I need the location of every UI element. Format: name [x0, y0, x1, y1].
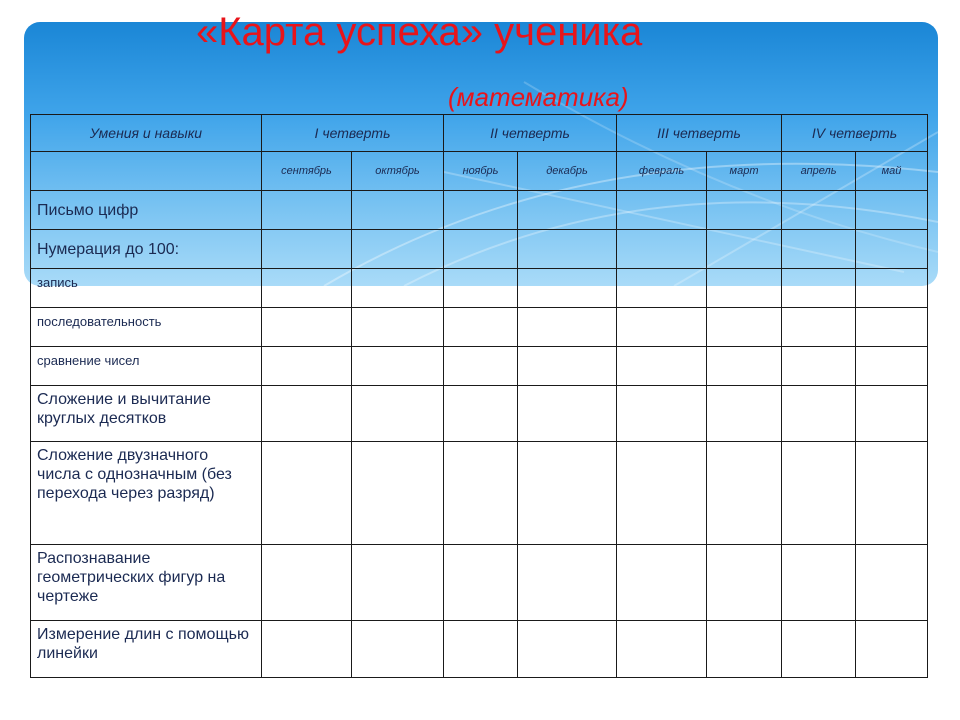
- grade-cell[interactable]: [856, 545, 928, 621]
- table-row: [31, 386, 928, 442]
- grade-cell[interactable]: [352, 347, 444, 386]
- grade-cell[interactable]: [856, 442, 928, 545]
- grade-cell[interactable]: [856, 191, 928, 230]
- grade-cell[interactable]: [856, 347, 928, 386]
- grade-cell[interactable]: [444, 269, 518, 308]
- grade-cell[interactable]: [782, 442, 856, 545]
- grade-cell[interactable]: [518, 621, 617, 678]
- table-row: [31, 230, 928, 269]
- grade-cell[interactable]: [444, 347, 518, 386]
- grade-cell[interactable]: [617, 230, 707, 269]
- grade-cell[interactable]: [352, 621, 444, 678]
- grade-cell[interactable]: [617, 347, 707, 386]
- month-header: февраль: [617, 152, 707, 191]
- month-header: апрель: [782, 152, 856, 191]
- grade-cell[interactable]: [518, 269, 617, 308]
- grade-cell[interactable]: [352, 230, 444, 269]
- grade-cell[interactable]: [782, 347, 856, 386]
- month-header: май: [856, 152, 928, 191]
- grade-cell[interactable]: [262, 621, 352, 678]
- grade-cell[interactable]: [617, 621, 707, 678]
- skill-label: последовательность: [31, 308, 262, 347]
- grade-cell[interactable]: [352, 269, 444, 308]
- grade-cell[interactable]: [782, 191, 856, 230]
- grade-cell[interactable]: [352, 442, 444, 545]
- grade-cell[interactable]: [782, 545, 856, 621]
- skill-label: Распознавание геометрических фигур на чертеже: [31, 545, 262, 621]
- grade-cell[interactable]: [262, 308, 352, 347]
- slide-subtitle: (математика): [448, 82, 629, 112]
- grade-cell[interactable]: [617, 269, 707, 308]
- grade-cell[interactable]: [352, 386, 444, 442]
- grade-cell[interactable]: [352, 545, 444, 621]
- grade-cell[interactable]: [262, 230, 352, 269]
- skill-label: Сложение и вычитание круглых десятков: [31, 386, 262, 442]
- skill-label: Измерение длин с помощью линейки: [31, 621, 262, 678]
- grade-cell[interactable]: [518, 442, 617, 545]
- table-row: [31, 191, 928, 230]
- grade-cell[interactable]: [707, 347, 782, 386]
- grade-cell[interactable]: [518, 386, 617, 442]
- grade-cell[interactable]: [262, 269, 352, 308]
- grade-cell[interactable]: [518, 230, 617, 269]
- grade-cell[interactable]: [444, 386, 518, 442]
- grade-cell[interactable]: [782, 621, 856, 678]
- quarter-header-row: [31, 115, 928, 152]
- grade-cell[interactable]: [707, 621, 782, 678]
- grade-cell[interactable]: [782, 386, 856, 442]
- grade-cell[interactable]: [352, 191, 444, 230]
- grade-cell[interactable]: [444, 442, 518, 545]
- grade-cell[interactable]: [782, 308, 856, 347]
- slide-title: «Карта успеха» ученика: [196, 10, 643, 54]
- grade-cell[interactable]: [444, 545, 518, 621]
- skill-label: Письмо цифр: [31, 191, 262, 230]
- table-row: [31, 269, 928, 308]
- empty-header-cell: [31, 152, 262, 191]
- skill-label: сравнение чисел: [31, 347, 262, 386]
- grade-cell[interactable]: [518, 191, 617, 230]
- grade-cell[interactable]: [352, 308, 444, 347]
- grade-cell[interactable]: [617, 386, 707, 442]
- grade-cell[interactable]: [617, 308, 707, 347]
- grade-cell[interactable]: [262, 545, 352, 621]
- grade-cell[interactable]: [856, 269, 928, 308]
- grade-cell[interactable]: [782, 269, 856, 308]
- quarter-4-header: IV четверть: [782, 115, 928, 152]
- grade-cell[interactable]: [707, 230, 782, 269]
- month-header: октябрь: [352, 152, 444, 191]
- month-header: сентябрь: [262, 152, 352, 191]
- grade-cell[interactable]: [707, 308, 782, 347]
- grade-cell[interactable]: [262, 191, 352, 230]
- skill-label: запись: [31, 269, 262, 308]
- month-header: март: [707, 152, 782, 191]
- grade-cell[interactable]: [707, 386, 782, 442]
- grade-cell[interactable]: [617, 545, 707, 621]
- month-header-row: [31, 152, 928, 191]
- grade-cell[interactable]: [444, 621, 518, 678]
- grade-cell[interactable]: [518, 347, 617, 386]
- grade-cell[interactable]: [856, 230, 928, 269]
- month-header: ноябрь: [444, 152, 518, 191]
- grade-cell[interactable]: [262, 386, 352, 442]
- grade-cell[interactable]: [856, 308, 928, 347]
- grade-cell[interactable]: [518, 545, 617, 621]
- skills-header: Умения и навыки: [31, 115, 262, 152]
- quarter-3-header: III четверть: [617, 115, 782, 152]
- table-row: [31, 545, 928, 621]
- table-row: [31, 621, 928, 678]
- skill-label: Сложение двузначного числа с однозначным (без перехода через разряд): [31, 442, 262, 545]
- grade-cell[interactable]: [444, 230, 518, 269]
- quarter-2-header: II четверть: [444, 115, 617, 152]
- grade-cell[interactable]: [707, 269, 782, 308]
- grade-cell[interactable]: [518, 308, 617, 347]
- month-header: декабрь: [518, 152, 617, 191]
- quarter-1-header: I четверть: [262, 115, 444, 152]
- grade-cell[interactable]: [856, 386, 928, 442]
- table-row: [31, 347, 928, 386]
- table-row: [31, 308, 928, 347]
- grade-cell[interactable]: [707, 191, 782, 230]
- skill-label: Нумерация до 100:: [31, 230, 262, 269]
- grade-cell[interactable]: [262, 442, 352, 545]
- grade-cell[interactable]: [782, 230, 856, 269]
- grade-cell[interactable]: [856, 621, 928, 678]
- grade-cell[interactable]: [617, 442, 707, 545]
- success-map-table: [30, 114, 928, 678]
- table-row: [31, 442, 928, 545]
- grade-cell[interactable]: [444, 191, 518, 230]
- grade-cell[interactable]: [707, 545, 782, 621]
- grade-cell[interactable]: [617, 191, 707, 230]
- grade-cell[interactable]: [444, 308, 518, 347]
- grade-cell[interactable]: [707, 442, 782, 545]
- grade-cell[interactable]: [262, 347, 352, 386]
